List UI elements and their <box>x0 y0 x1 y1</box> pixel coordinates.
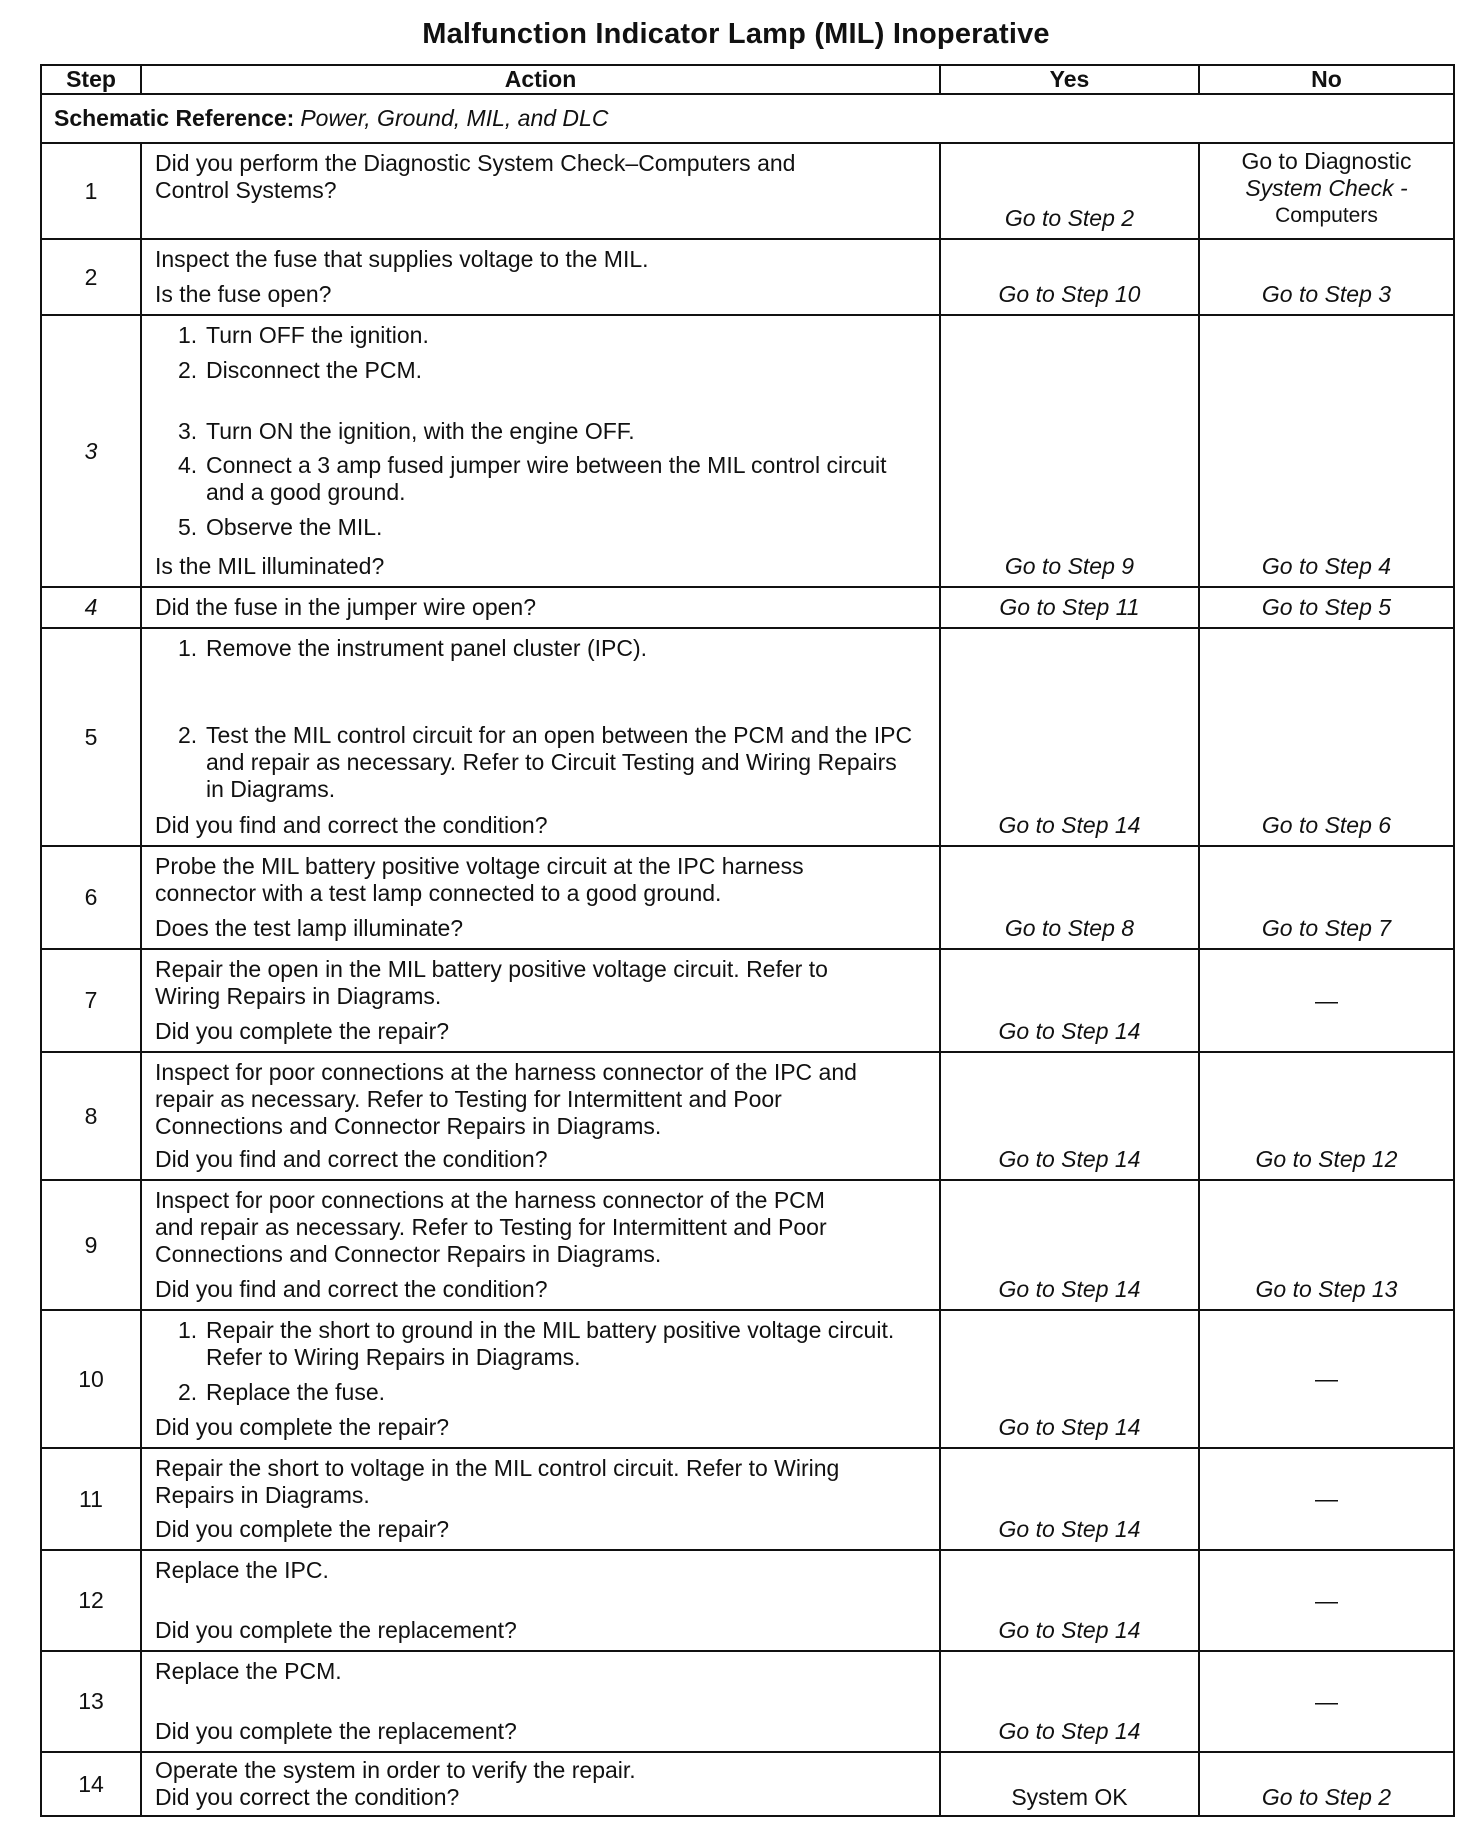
no-cell <box>1200 1652 1453 1751</box>
step-number: 9 <box>42 1181 142 1309</box>
no-cell <box>1200 144 1453 238</box>
yes-cell <box>941 1053 1200 1179</box>
no-cell <box>1200 1753 1453 1815</box>
step-number: 14 <box>42 1753 142 1815</box>
yes-value: Go to Step 14 <box>998 1617 1141 1643</box>
action-question: Did the fuse in the jumper wire open? <box>155 594 536 620</box>
no-cell <box>1200 950 1453 1051</box>
table-row <box>42 1449 1453 1551</box>
step-number: 7 <box>42 950 142 1051</box>
action-cell <box>142 629 941 845</box>
no-value: — <box>1315 1587 1338 1613</box>
no-cell <box>1200 1449 1453 1549</box>
no-cell <box>1200 240 1453 314</box>
action-cell <box>142 1551 941 1650</box>
yes-cell <box>941 629 1200 845</box>
action-question: Is the MIL illuminated? <box>155 553 385 579</box>
step-number: 12 <box>42 1551 142 1650</box>
action-cell <box>142 588 941 627</box>
action-question: Is the fuse open? <box>155 281 332 307</box>
action-cell <box>142 1753 941 1815</box>
no-value <box>1200 148 1453 229</box>
yes-cell <box>941 950 1200 1051</box>
page-title: Malfunction Indicator Lamp (MIL) Inoperative <box>422 18 1050 50</box>
table-row <box>42 1652 1453 1753</box>
action-cell <box>142 950 941 1051</box>
action-question: Did you complete the replacement? <box>155 1718 517 1744</box>
step-number: 3 <box>42 316 142 586</box>
table-row <box>42 847 1453 950</box>
yes-cell <box>941 1181 1200 1309</box>
step-number: 10 <box>42 1311 142 1447</box>
no-cell <box>1200 847 1453 948</box>
yes-cell <box>941 1753 1200 1815</box>
yes-value: Go to Step 14 <box>998 1718 1141 1744</box>
action-cell <box>142 240 941 314</box>
table-header <box>42 66 1453 95</box>
yes-cell <box>941 1652 1200 1751</box>
no-value: — <box>1315 1688 1338 1714</box>
yes-value: Go to Step 11 <box>999 594 1140 620</box>
yes-value: Go to Step 10 <box>998 281 1141 307</box>
action-cell <box>142 1311 941 1447</box>
action-cell <box>142 1449 941 1549</box>
action-text: Did you perform the Diagnostic System Check–Computers and <box>155 150 796 176</box>
no-value: — <box>1315 987 1338 1013</box>
no-cell <box>1200 316 1453 586</box>
schematic-label: Schematic Reference: <box>54 105 295 131</box>
table-row <box>42 1311 1453 1449</box>
no-line: Go to Diagnostic <box>1241 148 1412 174</box>
action-text: Probe the MIL battery positive voltage circuit at the IPC harness <box>155 853 804 879</box>
no-cell <box>1200 629 1453 845</box>
action-text: Inspect for poor connections at the harness connector of the IPC and <box>155 1059 857 1085</box>
no-value: Go to Step 13 <box>1255 1276 1398 1302</box>
yes-value: Go to Step 14 <box>998 1414 1141 1440</box>
table-row <box>42 1053 1453 1181</box>
action-text: Connections and Connector Repairs in Diagrams. <box>155 1241 662 1267</box>
schematic-value: Power, Ground, MIL, and DLC <box>300 105 609 131</box>
action-question: Did you complete the repair? <box>155 1414 450 1440</box>
no-cell <box>1200 1311 1453 1447</box>
yes-cell <box>941 1449 1200 1549</box>
action-cell <box>142 1053 941 1179</box>
schematic-reference <box>42 95 1453 144</box>
list-item: 1. Remove the instrument panel cluster (IPC). <box>178 635 648 661</box>
no-line: System Check - <box>1245 175 1408 201</box>
table-row <box>42 1181 1453 1311</box>
no-value: Go to Step 3 <box>1261 281 1392 307</box>
step-number: 13 <box>42 1652 142 1751</box>
table-row <box>42 144 1453 240</box>
yes-cell <box>941 588 1200 627</box>
action-cell <box>142 144 941 238</box>
yes-value: System OK <box>1011 1784 1128 1810</box>
action-text: Repair the open in the MIL battery positive voltage circuit. Refer to <box>155 956 828 982</box>
action-text: Connections and Connector Repairs in Diagrams. <box>155 1113 662 1139</box>
header-action: Action <box>142 66 941 93</box>
yes-value: Go to Step 14 <box>998 1276 1141 1302</box>
yes-value: Go to Step 2 <box>1004 205 1135 231</box>
table-row <box>42 629 1453 847</box>
yes-cell <box>941 847 1200 948</box>
no-value: Go to Step 5 <box>1261 594 1392 620</box>
action-question: Did you complete the repair? <box>155 1516 450 1542</box>
action-text: Replace the PCM. <box>155 1658 342 1684</box>
header-no: No <box>1311 66 1342 92</box>
table-row <box>42 950 1453 1053</box>
action-text: Inspect for poor connections at the harness connector of the PCM <box>155 1187 825 1213</box>
yes-cell <box>941 316 1200 586</box>
step-number: 11 <box>42 1449 142 1549</box>
yes-cell <box>941 1311 1200 1447</box>
yes-cell <box>941 1551 1200 1650</box>
no-value: Go to Step 6 <box>1261 812 1392 838</box>
step-number: 5 <box>42 629 142 845</box>
action-question: Did you correct the condition? <box>155 1784 460 1810</box>
action-question: Did you complete the repair? <box>155 1018 450 1044</box>
no-value: Go to Step 4 <box>1261 553 1392 579</box>
yes-value: Go to Step 9 <box>1004 553 1135 579</box>
yes-value: Go to Step 8 <box>1004 915 1135 941</box>
yes-cell <box>941 144 1200 238</box>
action-text: Replace the IPC. <box>155 1557 329 1583</box>
list-item: 2. Replace the fuse. <box>178 1379 386 1405</box>
diagnostic-table <box>40 64 1455 1817</box>
step-number: 1 <box>42 144 142 238</box>
no-cell <box>1200 1551 1453 1650</box>
no-value: Go to Step 12 <box>1255 1146 1398 1172</box>
action-text: Repair the short to voltage in the MIL control circuit. Refer to Wiring <box>155 1455 840 1481</box>
action-text: repair as necessary. Refer to Testing for Intermittent and Poor <box>155 1086 782 1112</box>
no-value: Go to Step 7 <box>1261 915 1392 941</box>
step-number: 2 <box>42 240 142 314</box>
action-cell <box>142 1181 941 1309</box>
table-row <box>42 316 1453 588</box>
step-number: 6 <box>42 847 142 948</box>
yes-value: Go to Step 14 <box>998 1018 1141 1044</box>
list-item: 3. Turn ON the ignition, with the engine OFF. <box>178 418 635 444</box>
list-item: 2. Test the MIL control circuit for an open between the PCM and the IPC and repair as necessary. Refer to Circuit Testing and Wiring Repairs in Diagrams. <box>178 722 913 802</box>
action-question: Did you find and correct the condition? <box>155 1276 548 1302</box>
step-number: 4 <box>42 588 142 627</box>
action-text: Repairs in Diagrams. <box>155 1482 370 1508</box>
step-number: 8 <box>42 1053 142 1179</box>
action-question: Does the test lamp illuminate? <box>155 915 464 941</box>
action-text: connector with a test lamp connected to a good ground. <box>155 880 722 906</box>
action-question: Did you complete the replacement? <box>155 1617 517 1643</box>
yes-cell <box>941 240 1200 314</box>
action-text: Control Systems? <box>155 177 337 203</box>
action-cell <box>142 847 941 948</box>
header-step: Step <box>42 66 142 93</box>
table-row <box>42 1551 1453 1652</box>
action-cell <box>142 316 941 586</box>
action-text: Operate the system in order to verify the repair. <box>155 1757 636 1783</box>
no-value: — <box>1315 1365 1338 1392</box>
list-item: 1. Turn OFF the ignition. <box>178 322 429 348</box>
action-text: and repair as necessary. Refer to Testing for Intermittent and Poor <box>155 1214 827 1240</box>
list-item: 1. Repair the short to ground in the MIL battery positive voltage circuit. Refer to Wiring Repairs in Diagrams. <box>178 1317 895 1370</box>
list-item: 5. Observe the MIL. <box>178 514 383 540</box>
no-cell <box>1200 1053 1453 1179</box>
no-value: — <box>1315 1485 1338 1512</box>
no-line: Computers <box>1275 204 1378 227</box>
action-question: Did you find and correct the condition? <box>155 1146 548 1172</box>
list-item: 2. Disconnect the PCM. <box>178 357 423 383</box>
no-value: Go to Step 2 <box>1261 1784 1392 1810</box>
no-cell <box>1200 588 1453 627</box>
header-yes: Yes <box>941 66 1200 93</box>
table-row <box>42 588 1453 629</box>
action-cell <box>142 1652 941 1751</box>
yes-value: Go to Step 14 <box>998 1146 1141 1172</box>
action-question: Did you find and correct the condition? <box>155 812 548 838</box>
table-row <box>42 240 1453 316</box>
yes-value: Go to Step 14 <box>998 1516 1141 1542</box>
action-text: Inspect the fuse that supplies voltage to the MIL. <box>155 246 649 272</box>
no-cell <box>1200 1181 1453 1309</box>
list-item: 4. Connect a 3 amp fused jumper wire between the MIL control circuit and a good ground. <box>178 452 887 505</box>
action-text: Wiring Repairs in Diagrams. <box>155 983 442 1009</box>
yes-value: Go to Step 14 <box>998 812 1141 838</box>
table-row <box>42 1753 1453 1815</box>
